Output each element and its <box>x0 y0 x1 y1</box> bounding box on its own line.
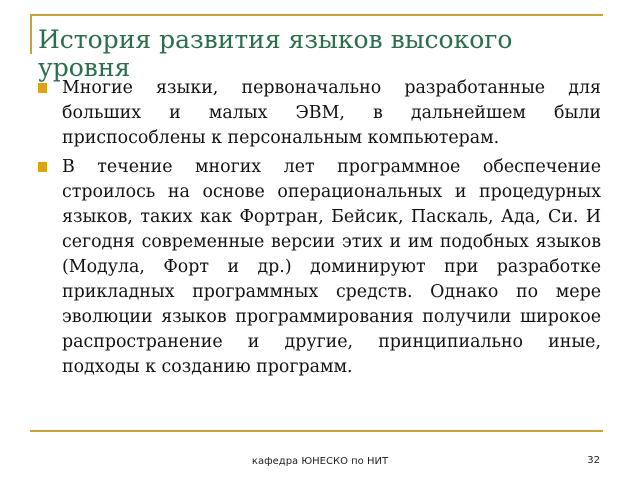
title-frame-left-rule <box>30 14 32 54</box>
footer-rule <box>30 430 603 432</box>
title-frame-top-rule <box>30 14 603 16</box>
square-bullet-icon <box>38 83 47 93</box>
page-number: 32 <box>587 455 600 466</box>
slide-title: История развития языков высокого уровня <box>38 25 513 82</box>
footer-label: кафедра ЮНЕСКО по НИТ <box>251 456 389 467</box>
bullet-list <box>38 76 601 384</box>
square-bullet-icon <box>38 162 47 172</box>
bullet-text: Многие языки, первоначально разработанные для больших и малых ЭВМ, в дальнейшем были приспособлены к персональным компьютерам. <box>62 78 601 148</box>
bullet-text: В течение многих лет программное обеспечение строилось на основе операциональных и процедурных языков, таких как Фортран, Бейсик, Паскаль, Ада, Си. И сегодня современные версии этих и им подобных языков (Модула, Форт и др.) доминируют при разработке прикладных программных средств. Однако по мере эволюции языков программирования получили широкое распространение и другие, принципиально иные, подходы к созданию программ. <box>62 157 601 377</box>
bullet-item <box>38 76 601 151</box>
bullet-item <box>38 155 601 380</box>
